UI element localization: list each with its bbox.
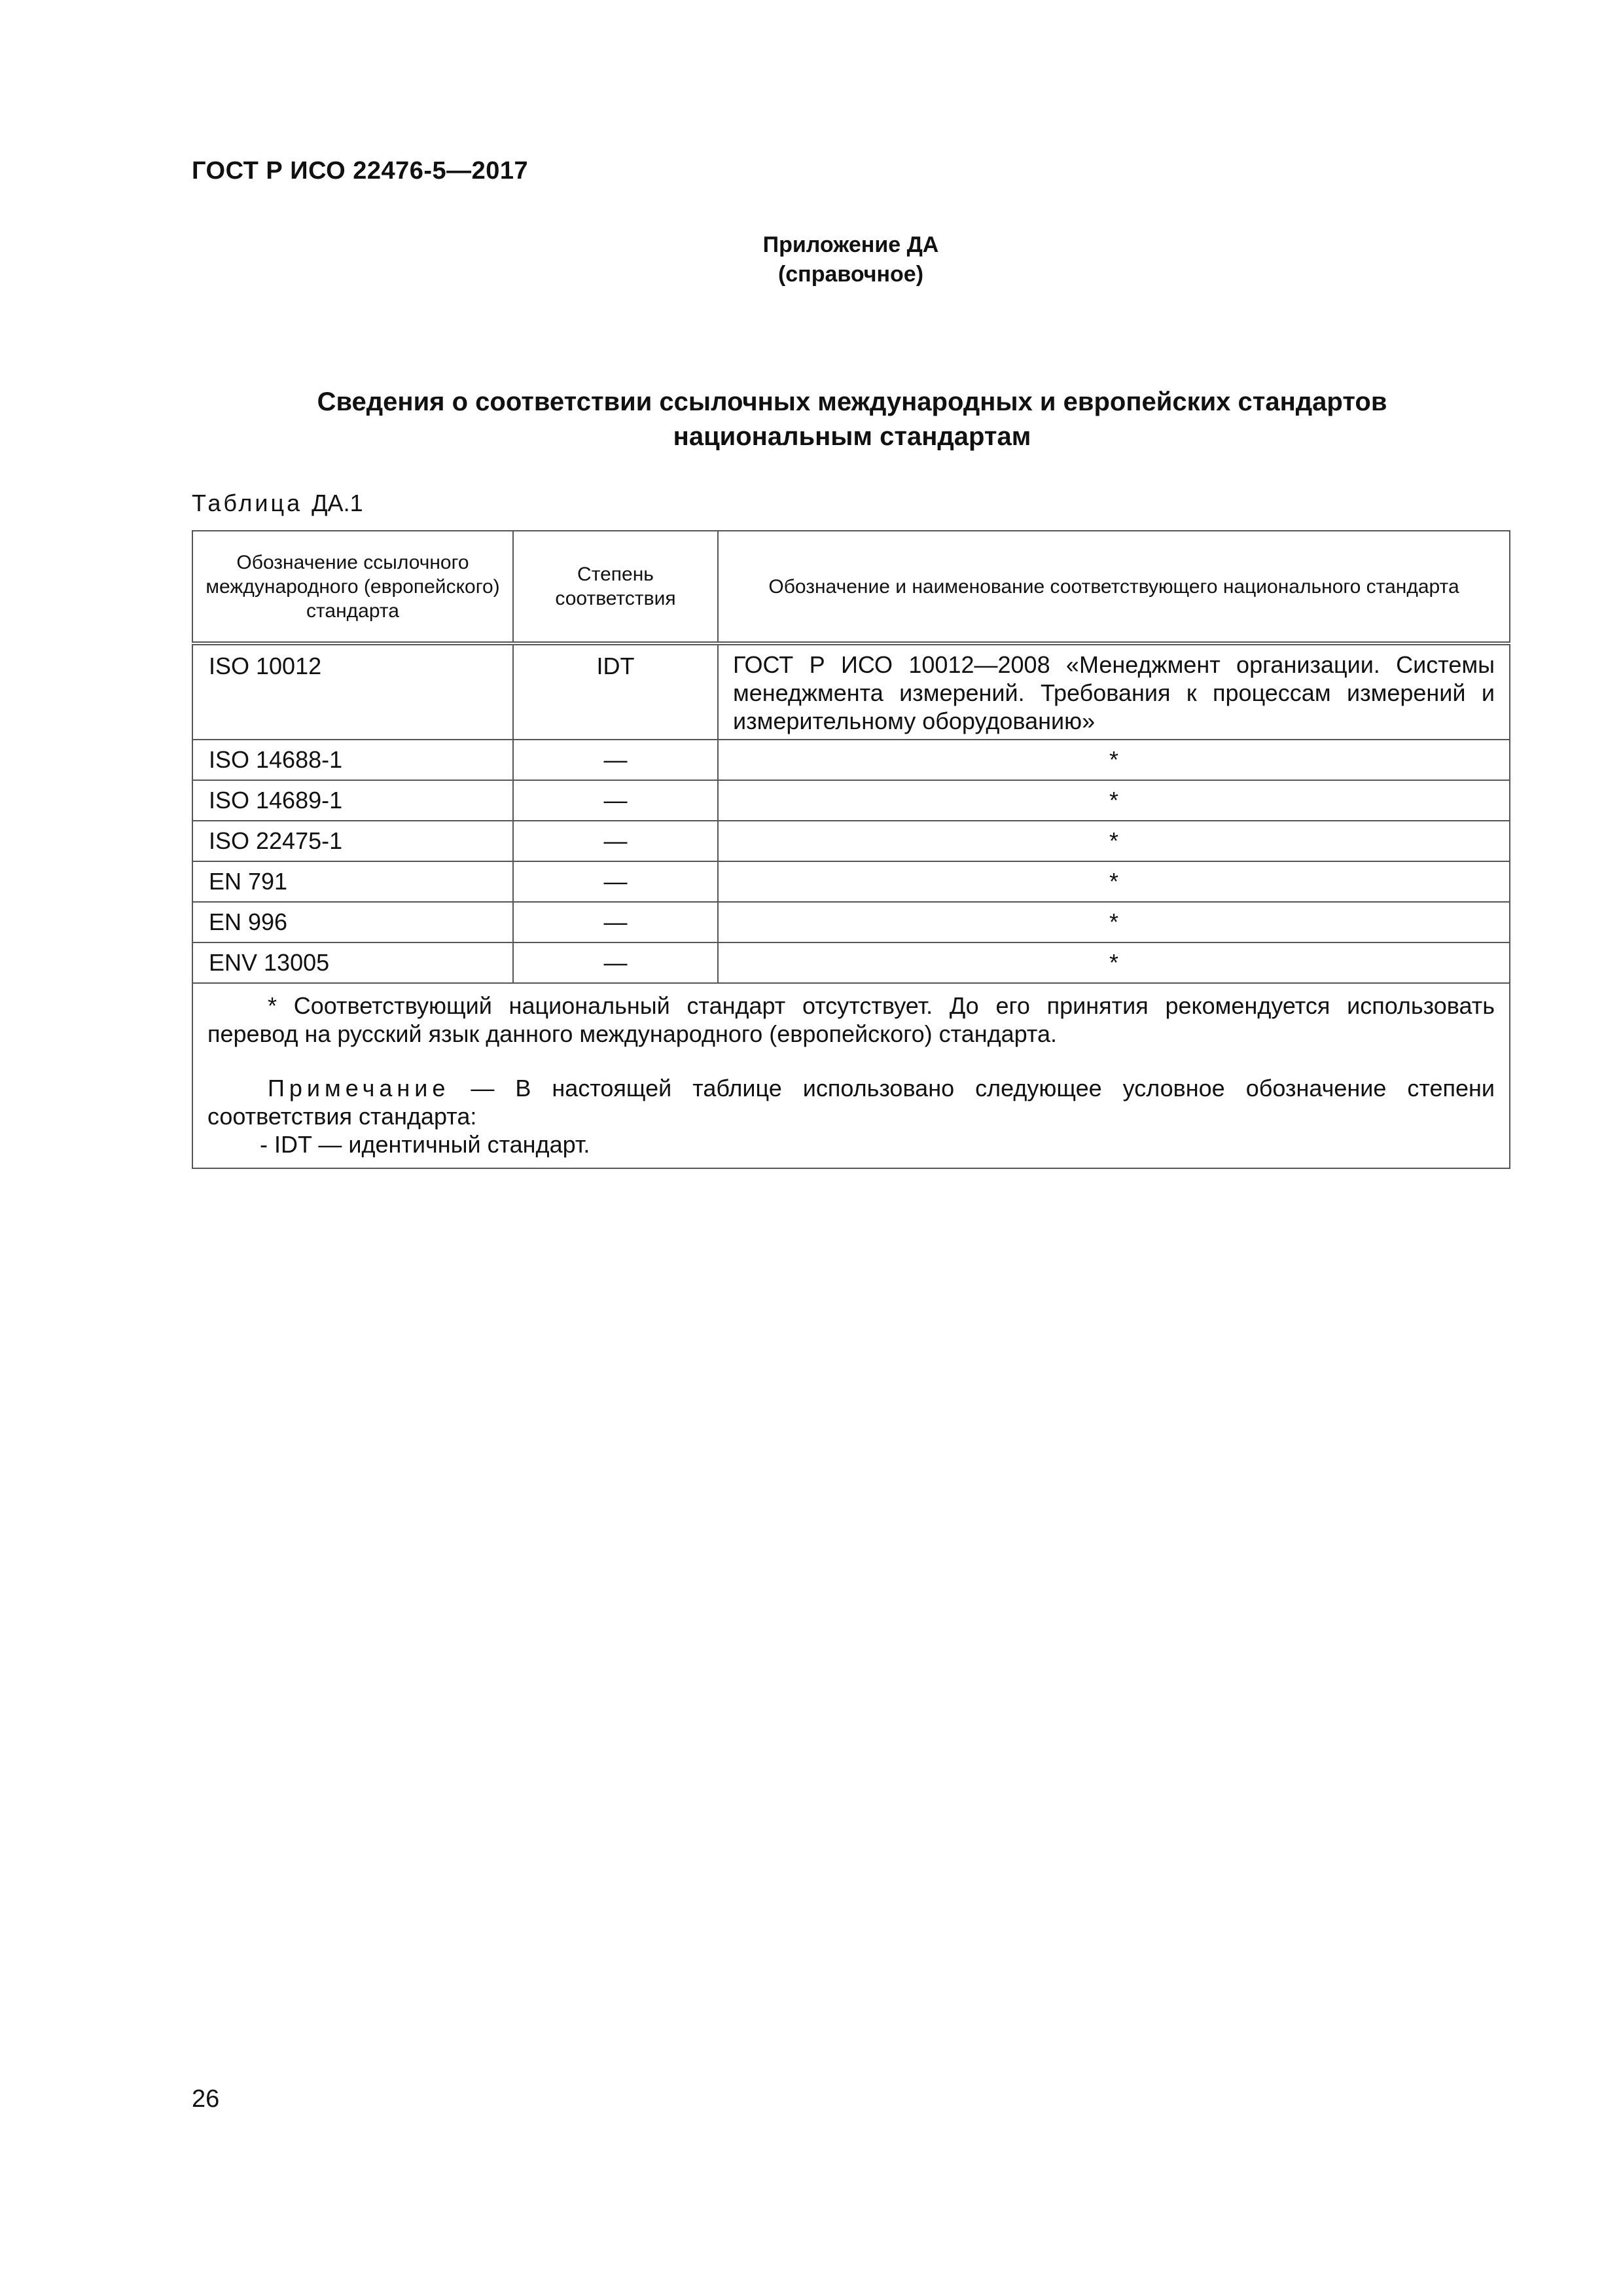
table-notes-row bbox=[192, 983, 1510, 1168]
cell-national-standard: * bbox=[718, 942, 1510, 983]
cell-national-standard: ГОСТ Р ИСО 10012—2008 «Менеджмент организации. Системы менеджмента измерений. Требования к процессам измерений и измерительному оборудованию» bbox=[718, 643, 1510, 740]
table-caption-word: Таблица bbox=[192, 490, 303, 516]
cell-reference-standard: ISO 22475-1 bbox=[192, 821, 513, 861]
table-row bbox=[192, 780, 1510, 821]
cell-degree: — bbox=[513, 902, 718, 942]
cell-reference-standard: EN 996 bbox=[192, 902, 513, 942]
cell-national-standard: * bbox=[718, 740, 1510, 780]
standards-correspondence-table bbox=[192, 530, 1510, 1169]
section-title-line-1: Сведения о соответствии ссылочных международных и европейских стандартов bbox=[317, 387, 1387, 416]
column-header-degree: Степень соответствия bbox=[513, 531, 718, 643]
table-header-row bbox=[192, 531, 1510, 643]
table-row bbox=[192, 740, 1510, 780]
section-title-line-2: национальным стандартам bbox=[673, 422, 1031, 451]
cell-national-standard: * bbox=[718, 780, 1510, 821]
appendix-kind: (справочное) bbox=[777, 262, 924, 287]
table-row bbox=[192, 942, 1510, 983]
cell-degree: — bbox=[513, 740, 718, 780]
table-caption bbox=[192, 490, 363, 517]
table-note bbox=[207, 1074, 1495, 1130]
cell-national-standard: * bbox=[718, 861, 1510, 902]
table-footnote: * Соответствующий национальный стандарт отсутствует. До его принятия рекомендуется использовать перевод на русский язык данного международного (европейского) стандарта. bbox=[207, 992, 1495, 1047]
table-row bbox=[192, 821, 1510, 861]
cell-reference-standard: EN 791 bbox=[192, 861, 513, 902]
cell-degree: — bbox=[513, 780, 718, 821]
table-caption-number: ДА.1 bbox=[312, 490, 363, 516]
table-row bbox=[192, 902, 1510, 942]
column-header-national-standard: Обозначение и наименование соответствующего национального стандарта bbox=[718, 531, 1510, 643]
appendix-label: Приложение ДА bbox=[762, 232, 939, 257]
table-note-text: — В настоящей таблице использовано следующее условное обозначение степени соответствия стандарта: bbox=[207, 1075, 1495, 1130]
cell-reference-standard: ISO 14688-1 bbox=[192, 740, 513, 780]
table-notes-cell bbox=[192, 983, 1510, 1168]
column-header-reference-standard: Обозначение ссылочного международного (европейского) стандарта bbox=[192, 531, 513, 643]
cell-national-standard: * bbox=[718, 902, 1510, 942]
table-note-label: Примечание bbox=[268, 1075, 450, 1102]
cell-degree: IDT bbox=[513, 643, 718, 740]
cell-reference-standard: ISO 10012 bbox=[192, 643, 513, 740]
table-row bbox=[192, 861, 1510, 902]
cell-degree: — bbox=[513, 942, 718, 983]
cell-degree: — bbox=[513, 861, 718, 902]
table-row bbox=[192, 643, 1510, 740]
cell-national-standard: * bbox=[718, 821, 1510, 861]
cell-degree: — bbox=[513, 821, 718, 861]
page-number: 26 bbox=[192, 2085, 220, 2113]
document-code: ГОСТ Р ИСО 22476-5—2017 bbox=[192, 157, 529, 185]
cell-reference-standard: ENV 13005 bbox=[192, 942, 513, 983]
appendix-heading bbox=[654, 230, 1047, 289]
table-note-item: - IDT — идентичный стандарт. bbox=[260, 1131, 590, 1158]
section-title bbox=[192, 385, 1512, 454]
cell-reference-standard: ISO 14689-1 bbox=[192, 780, 513, 821]
